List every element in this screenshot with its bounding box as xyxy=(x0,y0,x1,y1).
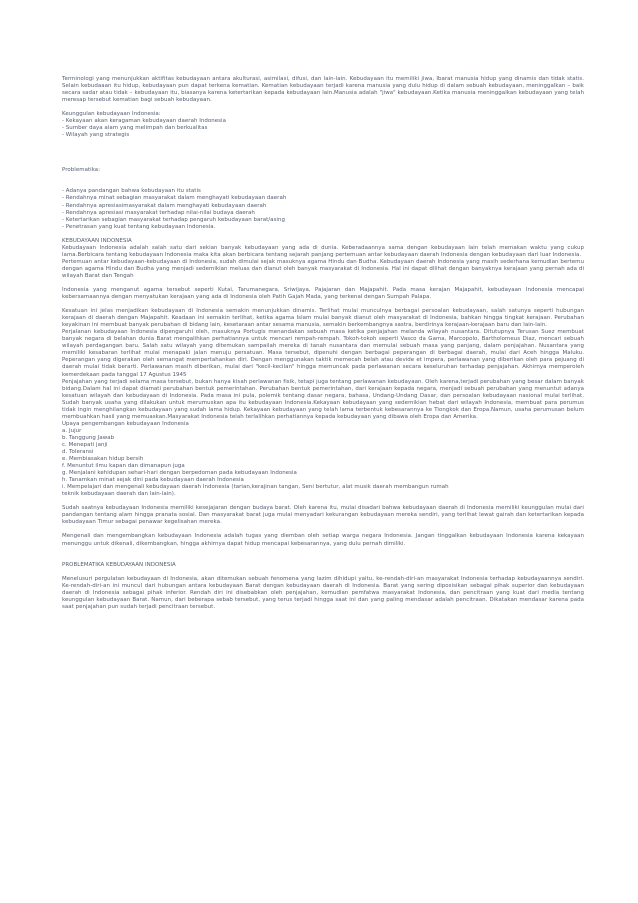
kebudayaan-heading: KEBUDAYAAN INDONESIA xyxy=(62,237,132,244)
document-page xyxy=(62,76,584,611)
kebudayaan-paragraph-2: Pertemuan antar kebudayaan-kebudayaan di Indonesia, sudah dimulai sejak masuknya agama Hindu dan Budha. Kebudayaan daerah Indonesia yang masih sederhana kemudian bertemu dengan agama Hindu dan Budha yang menjadi sedemikian meluas dan dianut oleh banyak masyarakat di Indonesia. Hal ini dapat dilihat dengan banyaknya kerajaan yang pernah ada di wilayah Barat dan Tengah xyxy=(62,258,584,279)
problematika-heading: Problematika: xyxy=(62,167,101,174)
kebudayaan-paragraph-4: Kesatuan ini jelas menjadikan kebudayaan di Indonesia semakin menunjukkan dinamis. Terlihat mulai munculnya berbagai persoalan kebudayaan, salah satunya seperti hubungan kerajaan di daerah dengan Majapahit. Keadaan ini semakin terlihat, ketika agama Islam mulai banyak dianut oleh masyarakat di Indonesia, bahkan hingga tingkat kerajaan. Perubahan keyakinan ini membuat banyak perubahan di bidang lain, kesetaraan antar sesama manusia, semakin berkembangnya sastra, berdirinya kerajaan-kerajaan baru dan lain-lain. xyxy=(62,308,584,329)
kebudayaan-paragraph-6: Penjajahan yang terjadi selama masa tersebut, bukan hanya kisah perlawanan fisik, tetapi juga tentang perlawanan kebudayaan. Oleh karena,terjadi perubahan yang besar dalam banyak bidang.Dalam hal ini dapat diamati perubahan bentuk pemerintahan. Perubahan bentuk pemerintahan, dari kerajaan kepada negara, menjadi sebuah perubahan yang menuntut adanya kesatuan wilayah dan kebudayaan di Indonesia. Pada masa ini pula, polemik tentang dasar negara, bahasa, Undang-Undang Dasar, dan persoalan kebudayaan nasional mulai terlihat. Sudah banyak usaha yang dilakukan untuk merumuskan apa itu kebudayaan Indonesia.Kekayaan kebudayaan yang sedemikian hebat dari wilayah Indonesia, membuat para perumus tidak ingin menghilangkan kebudayaan yang sudah lama hidup. Kekayaan kebudayaan yang telah lama terbentuk kebesarannya ke Tiongkok dan Eropa.Namun, usaha perumusan belum membuahkan hasil yang memuaskan.Masyarakat Indonesia telah terlalihkan perhatiannya kepada kebudayaan yang dibawa oleh Eropa dan Amerika. xyxy=(62,378,584,420)
list-item: i. Mempelajari dan mengenali kebudayaan daerah Indonesia (tarian,kerajinan tangan, Seni bertutur, alat musik daerah membangun rumah xyxy=(62,484,449,491)
list-item: - Rendahnya apresiasi masyarakat terhadap nilai-nilai budaya daerah xyxy=(62,209,255,216)
list-item: - Penetrasan yang kuat tentang kebudayaan Indonesia. xyxy=(62,223,216,230)
list-item: e. Membiasakan hidup bersih xyxy=(62,456,144,463)
kebudayaan-paragraph-5: Perjalanan kebudayaan Indonesia dipengaruhi oleh, masuknya Portugis menandakan sebuah masa ketika penjajahan melanda wilayah nusantara. Ditutupnya Terusan Suez membuat banyak negara di belahan dunia Barat mengalihkan perhatiannya untuk mencari rempah-rempah. Tokoh-tokoh seperti Vasco da Gama, Marcopolo, Bartholomeus Diaz, mencari sebuah wilayah perdagangan baru. Salah satu wilayah yang ditemukan sampailah mereka di tanah nusantara dan memulai sebuah masa yang panjang, dalam penjajahan. Nusantara yang memiliki kesabaran terlihat mulai menapaki jalan menuju persatuan. Masa tersebut, dipenuhi dengan berbagai peperangan di berbagai daerah, mulai dari Aceh hingga Maluku. Peperangan yang digerakan oleh semangat mempertahankan diri. Dengan menggunakan taktik memecah belah atau devide et impera, perlawanan yang diberikan oleh para pejuang di daerah mulai tidak berarti. Perlawanan masih diberikan, mulai dari "kecil-kecilan" hingga memuncak pada perlawanan secara keseluruhan terhadap penjajahan. Akhirnya memperoleh kemerdekaan pada tanggal 17 Agustus 1945 xyxy=(62,329,584,378)
problematika2-paragraph: Menelusuri pergulatan kebudayaan di Indonesia, akan ditemukan sebuah fenomena yang lazim dihidupi yaitu, ke-rendah-diri-an masyarakat Indonesia terhadap kebudayaannya sendiri. Ke-rendah-diri-an ini muncul dari hubungan antara kebudayaan Barat dengan kebudayaan daerah di Indonesia. Barat yang sering diposisikan sebagai pihak superior dan kebudayaan daerah di Indonesia sebagai pihak inferior. Rendah diri ini disebabkan oleh penjajahan, kemudian pemfatwa masyarakat Indonesia, dan pencitraan yang kuat dari media tentang keunggulan kebudayaan Barat. Namun, dari beberapa sebab tersebut, yang terus terjadi hingga saat ini dan yang paling mendasar adalah pencitraan. Dikatakan mendasar karena pada saat penjajahan pun sudah terjadi pencitraan tersebut. xyxy=(62,575,584,610)
list-item: - Ketertarikan sebagian masyarakat terhadap pengaruh kebudayaan barat/asing xyxy=(62,216,285,223)
kebudayaan-paragraph-8: Mengenali dan mengembangkan kebudayaan Indonesia adalah tugas yang diemban oleh setiap warga negara Indonesia. Jangan tinggalkan kebudayaan Indonesia karena kekayaan menunggu untuk dikenali, dikembangkan, hingga akhirnya dapat hidup mencapai kebesarannya, yang dulu pernah dimiliki. xyxy=(62,533,584,547)
intro-paragraph: Terminologi yang menunjukkan aktifitas kebudayaan antara akulturasi, asimilasi, difusi, dan lain-lain. Kebudayaan itu memiliki jiwa, Ibarat manusia hidup yang dinamis dan tidak statis. Selain kebudaaan itu hidup, kebudayaan pun dapat terkena kematian. Kematian kebudayaan terjadi karena manusia yang dulu hidup di dalam sebuah kebudayaan, meninggalkan – baik secara sadar atau tidak – kebudayaan itu, biasanya karena ketertarikan kepada kebudayaan lain.Manusia adalah "jiwa" kebudayaan.Ketika manusia meninggalkan kebudayaan yang telah meresap tersebut kematian bagi sebuah kebudayaan. xyxy=(62,76,584,104)
list-item: - Rendahnya apresiasimasyarakat dalam menghayati kebudayaan daerah xyxy=(62,202,267,209)
list-item: f. Menuntut ilmu kapan dan dimanapun juga xyxy=(62,463,185,470)
list-item: - Adanya pandangan bahwa kebudayaan itu statis xyxy=(62,188,201,195)
list-item: a. Jujur xyxy=(62,427,82,434)
kebudayaan-paragraph-7: Sudah saatnya kebudayaan Indonesia memiliki kesejajaran dengan budaya barat. Oleh karena itu, mulai disadari bahwa kebudayaan daerah di Indonesia memiliki keunggulan mulai dari pandangan tentang alam hingga pranata sosial. Dan masyarakat barat juga mulai menyadari kekurangan kebudayaan mereka sendiri, yang terlihat lewat gairah dan ketertarikan kepada kebudayaan Timur sebagai penawar kegelisahan mereka. xyxy=(62,505,584,526)
list-item: g. Menjalani kehidupan sehari-hari dengan berpedoman pada kebudayaan Indonesia xyxy=(62,470,297,477)
kebudayaan-paragraph-1: Kebudayaan Indonesia adalah salah satu dari sekian banyak kebudayaan yang ada di dunia. Keberadaannya sama dengan kebudayaan lain telah memakan waktu yang cukup lama.Berbicara tentang kebudayaan Indonesia maka kita akan berbicara tentang sejarah panjang pertemuan antar kebudayaan daerah Indonesia dengan kebudayaan dari luar Indonesia. xyxy=(62,244,584,258)
list-item: h. Tanamkan minat sejak dini pada kebudayaan daerah Indonesia xyxy=(62,477,244,484)
list-item: - Kekayaan akan keragaman kebudayaan daerah Indonesia xyxy=(62,118,226,125)
upaya-heading: Upaya pengembangan kebudayaan Indonesia xyxy=(62,420,189,427)
list-item: - Sumber daya alam yang melimpah dan berkualitas xyxy=(62,125,208,132)
list-item: c. Menepati janji xyxy=(62,441,108,448)
list-item: - Rendahnya minat sebagian masyarakat dalam menghayati kebudayaan daerah xyxy=(62,195,287,202)
list-item: teknik kebudayaan daerah dan lain-lain). xyxy=(62,491,176,498)
list-item: d. Toleransi xyxy=(62,449,94,456)
keunggulan-heading: Keunggulan kebudayaan Indonesia: xyxy=(62,111,161,118)
list-item: - Wilayah yang strategis xyxy=(62,132,130,139)
kebudayaan-paragraph-3: Indonesia yang menganut agama tersebut seperti Kutai, Tarumanegara, Sriwijaya, Pajajaran dan Majapahit. Pada masa kerajan Majapahit, kebudayaan Indonesia mencapai kebersamaannya dengan menyatukan kerajaan yang ada di Indonesia oleh Patih Gajah Mada, yang terkenal dengan Sumpah Palapa. xyxy=(62,286,584,301)
list-item: b. Tanggung Jawab xyxy=(62,434,115,441)
problematika2-heading: PROBLEMATIKA KEBUDAYAAN INDONESIA xyxy=(62,561,176,568)
